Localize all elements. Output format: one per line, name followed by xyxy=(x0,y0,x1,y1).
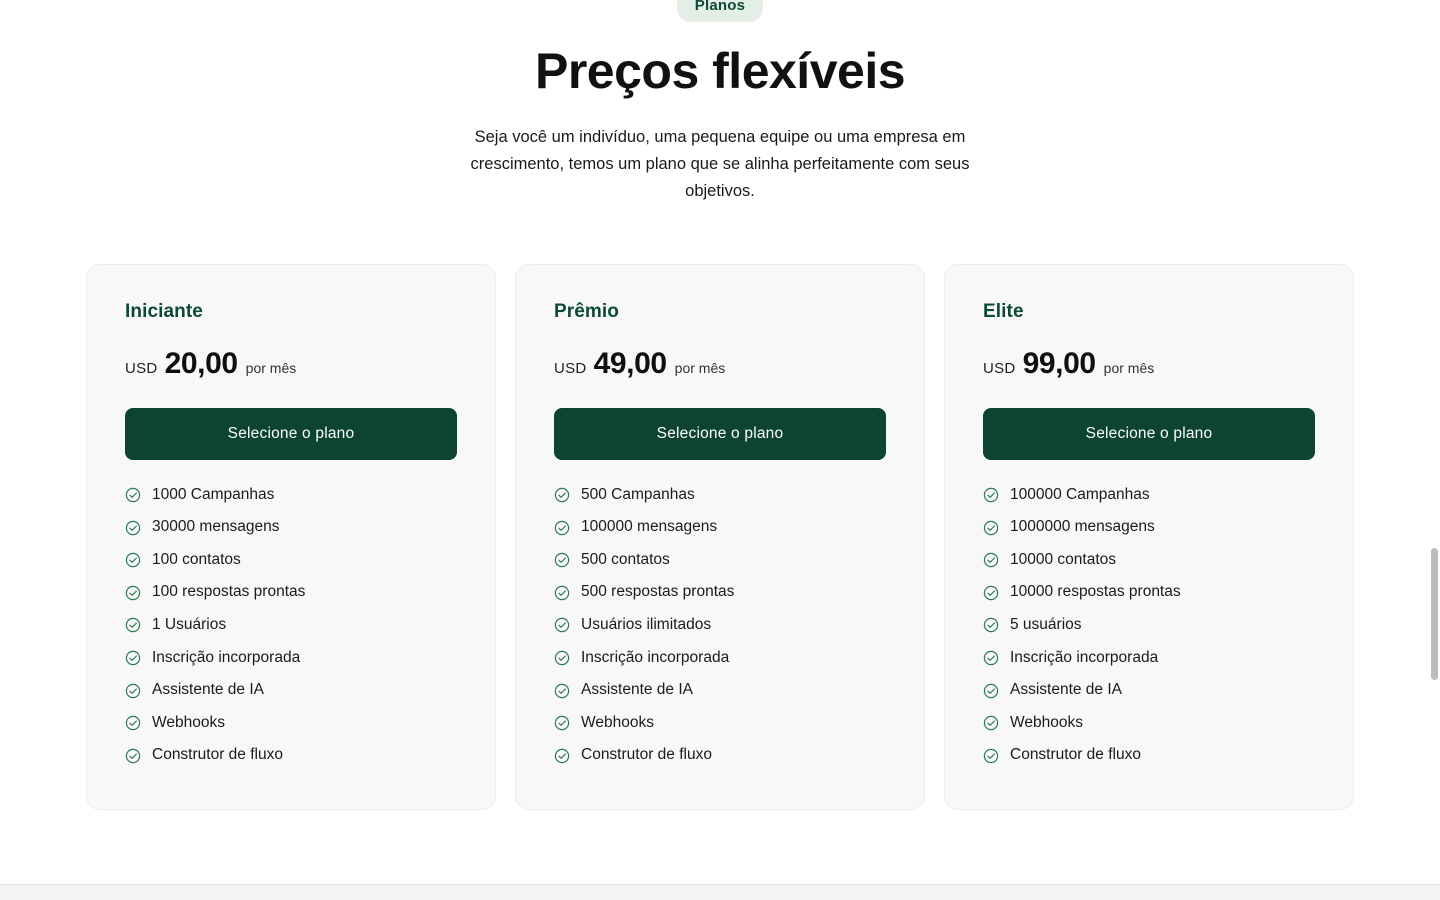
check-circle-icon xyxy=(983,617,999,633)
page-title: Preços flexíveis xyxy=(534,43,906,99)
price-row xyxy=(983,347,1315,381)
list-item xyxy=(125,616,457,635)
check-circle-icon xyxy=(125,650,141,666)
check-circle-icon xyxy=(983,520,999,536)
list-item xyxy=(983,649,1315,668)
select-plan-button[interactable]: Selecione o plano xyxy=(125,408,457,460)
check-circle-icon xyxy=(125,585,141,601)
feature-label: 10000 respostas prontas xyxy=(1010,583,1181,601)
page-bottom-strip xyxy=(0,884,1440,900)
scrollbar-thumb[interactable] xyxy=(1431,548,1438,680)
price-currency: USD xyxy=(983,359,1016,377)
check-circle-icon xyxy=(125,520,141,536)
price-period: por mês xyxy=(1103,359,1155,376)
plan-name: Prêmio xyxy=(554,300,620,322)
feature-label: Assistente de IA xyxy=(581,681,694,699)
check-circle-icon xyxy=(554,520,570,536)
feature-label: 100 contatos xyxy=(152,550,241,568)
price-period: por mês xyxy=(245,359,297,376)
feature-label: Usuários ilimitados xyxy=(581,616,712,634)
feature-label: Inscrição incorporada xyxy=(581,648,730,666)
list-item xyxy=(983,616,1315,635)
check-circle-icon xyxy=(125,683,141,699)
check-circle-icon xyxy=(125,748,141,764)
list-item xyxy=(983,551,1315,570)
pricing-card-premio xyxy=(515,264,925,810)
feature-label: 100000 Campanhas xyxy=(1010,485,1150,503)
check-circle-icon xyxy=(554,748,570,764)
check-circle-icon xyxy=(983,552,999,568)
feature-label: Assistente de IA xyxy=(152,681,265,699)
list-item xyxy=(554,551,886,570)
feature-label: 100 respostas prontas xyxy=(152,583,306,601)
feature-label: Construtor de fluxo xyxy=(581,746,712,764)
check-circle-icon xyxy=(983,683,999,699)
list-item xyxy=(125,583,457,602)
pricing-cards xyxy=(0,264,1440,810)
check-circle-icon xyxy=(554,585,570,601)
feature-label: 500 respostas prontas xyxy=(581,583,735,601)
list-item xyxy=(125,746,457,765)
list-item xyxy=(554,616,886,635)
pricing-card-elite xyxy=(944,264,1354,810)
list-item xyxy=(554,649,886,668)
feature-label: 10000 contatos xyxy=(1010,550,1117,568)
list-item xyxy=(125,551,457,570)
feature-label: 30000 mensagens xyxy=(152,518,280,536)
check-circle-icon xyxy=(983,487,999,503)
list-item xyxy=(125,486,457,505)
list-item xyxy=(554,714,886,733)
feature-label: Assistente de IA xyxy=(1010,681,1123,699)
list-item xyxy=(983,583,1315,602)
check-circle-icon xyxy=(554,617,570,633)
list-item xyxy=(125,714,457,733)
price-row xyxy=(554,347,886,381)
pricing-card-iniciante xyxy=(86,264,496,810)
feature-list xyxy=(125,486,457,765)
check-circle-icon xyxy=(554,683,570,699)
page-subtitle: Seja você um indivíduo, uma pequena equipe ou uma empresa em crescimento, temos um plano que se alinha perfeitamente com seus objetivos. xyxy=(470,128,970,201)
list-item xyxy=(983,486,1315,505)
check-circle-icon xyxy=(125,715,141,731)
check-circle-icon xyxy=(983,650,999,666)
select-plan-button[interactable]: Selecione o plano xyxy=(554,408,886,460)
check-circle-icon xyxy=(125,552,141,568)
section-badge: Planos xyxy=(677,0,763,22)
check-circle-icon xyxy=(554,487,570,503)
feature-label: Construtor de fluxo xyxy=(1010,746,1141,764)
check-circle-icon xyxy=(983,748,999,764)
check-circle-icon xyxy=(554,552,570,568)
check-circle-icon xyxy=(554,650,570,666)
price-amount: 49,00 xyxy=(593,346,667,380)
plan-name: Iniciante xyxy=(125,300,203,322)
feature-label: Webhooks xyxy=(1010,713,1083,731)
feature-label: 1000 Campanhas xyxy=(152,485,275,503)
list-item xyxy=(983,681,1315,700)
list-item xyxy=(983,714,1315,733)
feature-label: 1 Usuários xyxy=(152,616,227,634)
feature-label: Webhooks xyxy=(152,713,225,731)
list-item xyxy=(554,583,886,602)
select-plan-button[interactable]: Selecione o plano xyxy=(983,408,1315,460)
price-amount: 99,00 xyxy=(1022,346,1096,380)
list-item xyxy=(554,681,886,700)
feature-label: Construtor de fluxo xyxy=(152,746,283,764)
feature-label: Webhooks xyxy=(581,713,654,731)
list-item xyxy=(983,746,1315,765)
feature-list xyxy=(983,486,1315,765)
feature-label: Inscrição incorporada xyxy=(152,648,301,666)
price-row xyxy=(125,347,457,381)
check-circle-icon xyxy=(983,585,999,601)
price-currency: USD xyxy=(554,359,587,377)
list-item xyxy=(125,518,457,537)
check-circle-icon xyxy=(554,715,570,731)
list-item xyxy=(554,746,886,765)
badge-container xyxy=(0,0,1440,22)
feature-label: 500 contatos xyxy=(581,550,670,568)
feature-label: 5 usuários xyxy=(1010,616,1082,634)
price-currency: USD xyxy=(125,359,158,377)
feature-list xyxy=(554,486,886,765)
price-period: por mês xyxy=(674,359,726,376)
feature-label: 1000000 mensagens xyxy=(1010,518,1155,536)
plan-name: Elite xyxy=(983,300,1024,322)
feature-label: 100000 mensagens xyxy=(581,518,718,536)
list-item xyxy=(125,649,457,668)
check-circle-icon xyxy=(125,617,141,633)
list-item xyxy=(554,486,886,505)
list-item xyxy=(554,518,886,537)
feature-label: 500 Campanhas xyxy=(581,485,695,503)
vertical-scrollbar[interactable] xyxy=(1428,0,1440,900)
check-circle-icon xyxy=(125,487,141,503)
list-item xyxy=(983,518,1315,537)
check-circle-icon xyxy=(983,715,999,731)
feature-label: Inscrição incorporada xyxy=(1010,648,1159,666)
list-item xyxy=(125,681,457,700)
price-amount: 20,00 xyxy=(164,346,238,380)
